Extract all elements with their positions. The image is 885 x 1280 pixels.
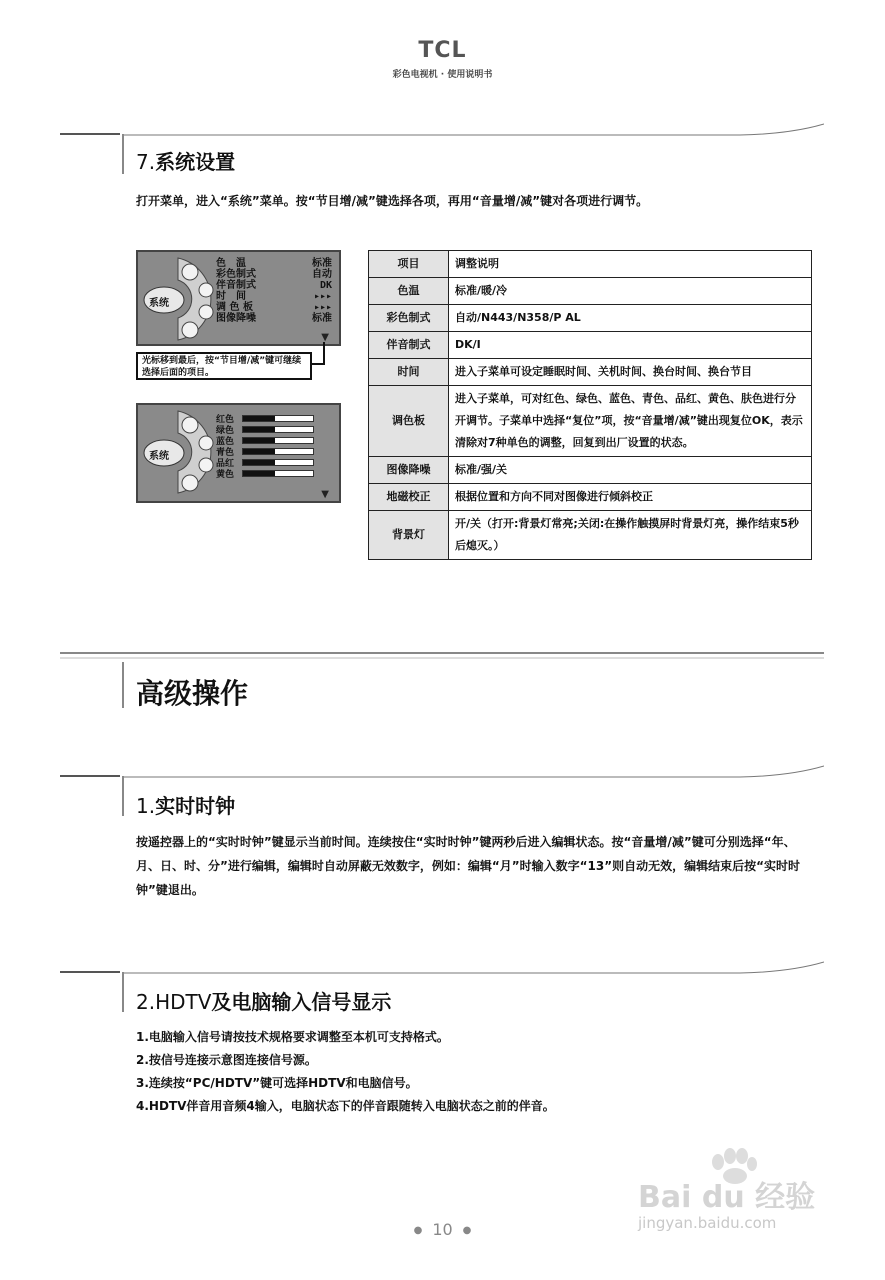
table-row: 时间 进入子菜单可设定睡眠时间、关机时间、换台时间、换台节目 bbox=[369, 359, 812, 386]
color-bar-row: 绿色 bbox=[216, 424, 332, 435]
section-divider bbox=[60, 960, 824, 974]
table-row: 伴音制式 DK/I bbox=[369, 332, 812, 359]
section-marker bbox=[122, 134, 124, 174]
tv-menu-screen-palette bbox=[136, 403, 341, 503]
section-title-hdtv: 2.HDTV及电脑输入信号显示 bbox=[136, 990, 392, 1014]
section-divider bbox=[60, 764, 824, 778]
table-row: 图像降噪 标准/强/关 bbox=[369, 457, 812, 484]
color-bar-row: 红色 bbox=[216, 413, 332, 424]
table-row: 背景灯 开/关（打开:背景灯常亮;关闭:在操作触摸屏时背景灯亮，操作结束5秒后熄灭。） bbox=[369, 511, 812, 560]
table-row: 地磁校正 根据位置和方向不同对图像进行倾斜校正 bbox=[369, 484, 812, 511]
page-header bbox=[0, 38, 885, 80]
scroll-down-arrow-icon: ▼ bbox=[321, 332, 329, 343]
list-item: 4.HDTV伴音用音频4输入，电脑状态下的伴音跟随转入电脑状态之前的伴音。 bbox=[136, 1099, 555, 1113]
list-item: 2.按信号连接示意图连接信号源。 bbox=[136, 1053, 317, 1067]
scroll-down-arrow-icon: ▼ bbox=[321, 489, 329, 500]
system-settings-table bbox=[368, 250, 812, 560]
section-divider bbox=[60, 122, 824, 136]
section-title-system-settings: 7.系统设置 bbox=[136, 150, 236, 174]
color-bar-row: 蓝色 bbox=[216, 435, 332, 446]
menu-item: 图像降噪 标准 bbox=[216, 313, 332, 324]
chapter-title-advanced: 高级操作 bbox=[136, 677, 249, 710]
menu-item: 彩色制式 自动 bbox=[216, 269, 332, 280]
table-row: 调色板 进入子菜单，可对红色、绿色、蓝色、青色、品红、黄色、肤色进行分开调节。子菜单中选择“复位”项，按“音量增/减”键出现复位OK，表示清除对7种单色的调整，回复到出厂设置的状态。 bbox=[369, 386, 812, 457]
table-header-item: 项目 bbox=[369, 251, 449, 278]
menu-wheel-label: 系统 bbox=[149, 451, 169, 462]
menu-item-list bbox=[216, 258, 332, 324]
menu-item: 时 间 ▸▸▸ bbox=[216, 291, 332, 302]
color-bar-row: 黄色 bbox=[216, 468, 332, 479]
realtime-clock-body: 按遥控器上的“实时时钟”键显示当前时间。连续按住“实时时钟”键两秒后进入编辑状态。按“音量增/减”键可分别选择“年、月、日、时、分”进行编辑，编辑时自动屏蔽无效数字，例如：编辑“月”时输入数字“13”则自动无效，编辑结束后按“实时时钟”键退出。 bbox=[136, 835, 801, 897]
page-number: ● 10 ● bbox=[413, 1220, 472, 1239]
color-bar-list bbox=[216, 413, 332, 479]
list-item: 1.电脑输入信号请按技术规格要求调整至本机可支持格式。 bbox=[136, 1030, 449, 1044]
tcl-logo: TCL bbox=[418, 38, 467, 63]
watermark-brand: Bai du 经验 bbox=[638, 1180, 816, 1215]
table-row: 色温 标准/暖/冷 bbox=[369, 278, 812, 305]
menu-item: 调 色 板 ▸▸▸ bbox=[216, 302, 332, 313]
table-header-row bbox=[369, 251, 812, 278]
color-bar-row: 品红 bbox=[216, 457, 332, 468]
system-settings-intro: 打开菜单，进入“系统”菜单。按“节目增/减”键选择各项，再用“音量增/减”键对各项进行调节。 bbox=[136, 194, 649, 208]
color-bar-row: 青色 bbox=[216, 446, 332, 457]
chapter-divider bbox=[60, 650, 824, 662]
section-title-realtime-clock: 1.实时时钟 bbox=[136, 794, 236, 818]
list-item: 3.连续按“PC/HDTV”键可选择HDTV和电脑信号。 bbox=[136, 1076, 418, 1090]
table-row: 彩色制式 自动/N443/N358/P AL bbox=[369, 305, 812, 332]
manual-subtitle: 彩色电视机 · 使用说明书 bbox=[392, 70, 493, 80]
watermark-url: jingyan.baidu.com bbox=[638, 1214, 777, 1232]
menu-wheel-label: 系统 bbox=[149, 298, 169, 309]
table-header-desc: 调整说明 bbox=[449, 251, 812, 278]
hdtv-instructions-list bbox=[136, 1026, 555, 1118]
menu-item: 色 温 标准 bbox=[216, 258, 332, 269]
menu-item: 伴音制式 DK bbox=[216, 280, 332, 291]
menu-note: 光标移到最后，按“节目增/减”键可继续选择后面的项目。 bbox=[136, 352, 312, 380]
section-marker bbox=[122, 776, 124, 816]
tv-menu-screen-system bbox=[136, 250, 341, 346]
section-marker bbox=[122, 662, 124, 708]
section-marker bbox=[122, 972, 124, 1012]
